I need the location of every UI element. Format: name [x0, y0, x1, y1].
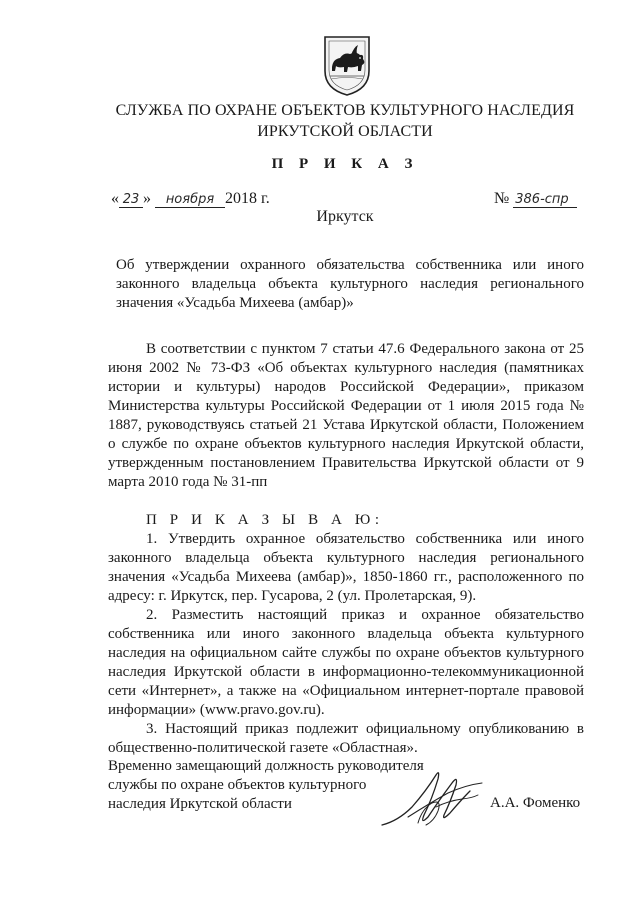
order-year: 2018 г. — [225, 190, 270, 207]
authority-line-1: СЛУЖБА ПО ОХРАНЕ ОБЪЕКТОВ КУЛЬТУРНОГО НАСЛЕДИЯ — [115, 102, 575, 119]
handwritten-signature-icon — [378, 763, 488, 841]
order-item-1: 1. Утвердить охранное обязательство собственника или иного законного владельца объекта культурного наследия регионального значения «Усадьба Михеева (амбар)», 1850-1860 гг., расположенного по адресу: г. Иркутск, пер. Гусарова, 2 (ул. Пролетарская, 9). — [108, 531, 584, 604]
signatory-position — [108, 757, 424, 814]
authority-line-2: ИРКУТСКОЙ ОБЛАСТИ — [257, 123, 433, 140]
order-body — [108, 340, 584, 758]
order-day: 23 — [119, 192, 143, 208]
signatory-name: А.А. Фоменко — [490, 795, 581, 811]
position-line-2: службы по охране объектов культурного — [108, 777, 367, 793]
quote-open: « — [111, 190, 119, 207]
quote-close: » — [143, 190, 151, 207]
number-prefix: № — [494, 190, 510, 207]
preamble-paragraph: В соответствии с пунктом 7 статьи 47.6 Федерального закона от 25 июня 2002 № 73-ФЗ «Об объектах культурного наследия (памятниках истории и культуры) народов Российской Федерации», приказом Министерства культуры Российской Федерации от 1 июля 2015 года № 1887, руководствуясь статьей 21 Устава Иркутской области, Положением о службе по охране объектов культурного наследия Иркутской области, утвержденным постановлением Правительства Иркутской области от 9 марта 2010 года № 31-пп — [108, 341, 584, 490]
position-line-3: наследия Иркутской области — [108, 796, 292, 812]
position-line-1: Временно замещающий должность руководителя — [108, 758, 424, 774]
document-type-title: П Р И К А З — [271, 156, 419, 172]
order-number-value: 386-спр — [513, 192, 577, 208]
order-item-2: 2. Разместить настоящий приказ и охранное обязательство собственника или иного законного владельца объекта культурного наследия на официальном сайте службы по охране объектов культурного наследия Иркутской области в информационно-телекоммуникационной сети «Интернет», а также на «Официальном интернет-портале правовой информации» (www.pravo.gov.ru). — [108, 607, 584, 718]
order-item-3: 3. Настоящий приказ подлежит официальному опубликованию в общественно-политической газете «Областная». — [108, 721, 584, 756]
coat-of-arms-icon — [321, 33, 373, 97]
city-of-issue: Иркутск — [316, 208, 374, 225]
order-number — [494, 190, 577, 208]
issuing-authority — [100, 100, 590, 142]
order-month: ноября — [155, 192, 225, 208]
order-date — [111, 190, 270, 208]
ordering-word: П Р И К А З Ы В А Ю: — [146, 512, 384, 528]
order-subject: Об утверждении охранного обязательства собственника или иного законного владельца объекта культурного наследия регионального значения «Усадьба Михеева (амбар)» — [116, 257, 584, 311]
